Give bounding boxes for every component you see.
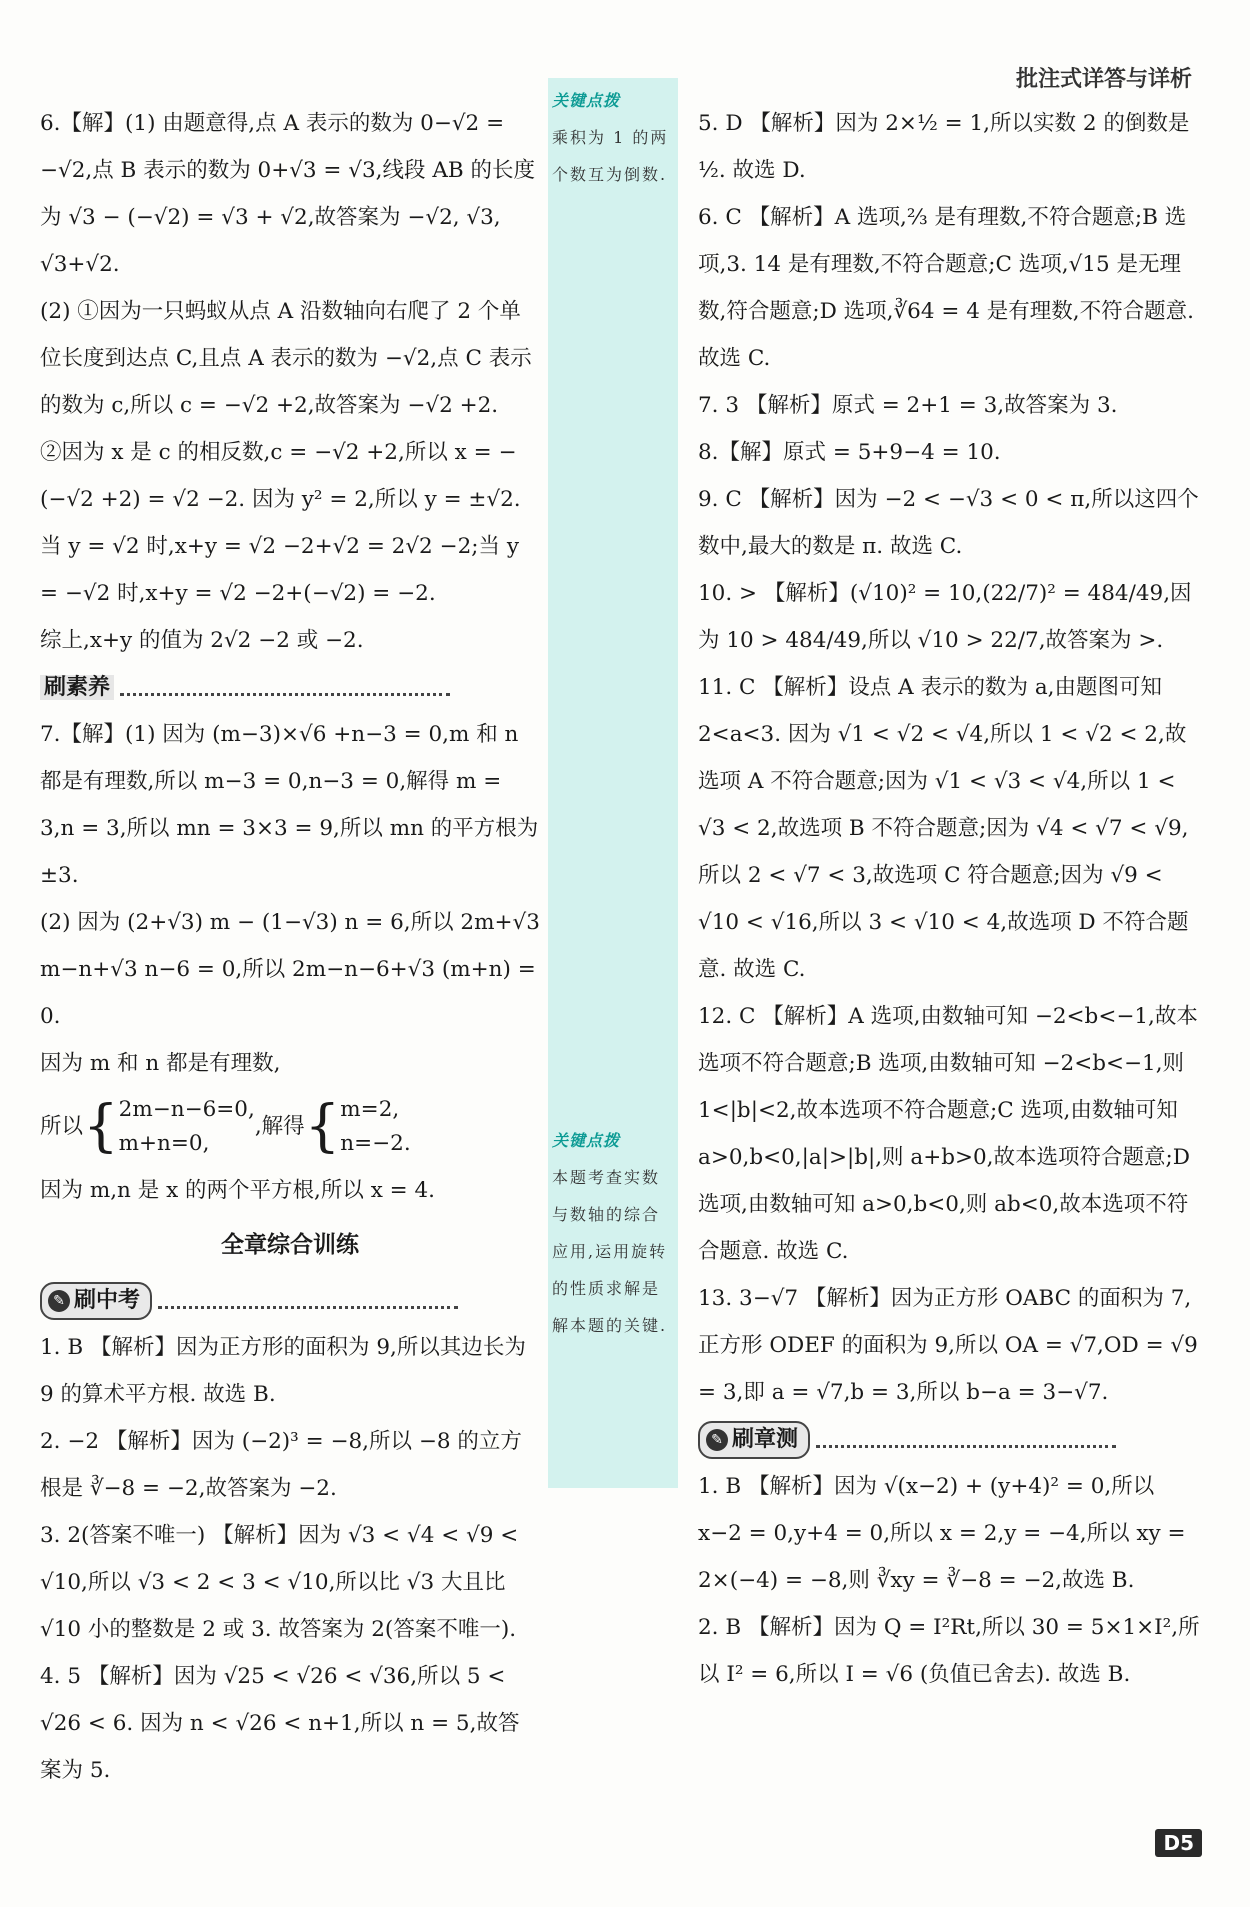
pen-icon: ✎: [48, 1290, 70, 1312]
pen-icon: ✎: [706, 1429, 728, 1451]
answer-zk-11: 11. C 【解析】设点 A 表示的数为 a,由题图可知 2<a<3. 因为 √1 < √2 < √4,所以 1 < √2 < 2,故选项 A 不符合题意;因为 √1 < √3 < √4,所以 1 < √3 < 2,故选项 B 不符合题意;因为 √4 < √7 < √9,所以 2 < √7 < 3,故选项 C 符合题意;因为 √9 < √10 < √16,所以 3 < √10 < 4,故选项 D 不符合题意. 故选 C.: [698, 675, 1189, 982]
chapter-title: 全章综合训练: [221, 1232, 359, 1258]
answer-zk-4: 4. 5 【解析】因为 √25 < √26 < √36,所以 5 < √26 < 6. 因为 n < √26 < n+1,所以 n = 5,故答案为 5.: [40, 1664, 520, 1783]
answer-zk-10: 10. > 【解析】(√10)² = 10,(22/7)² = 484/49,因为 10 > 484/49,所以 √10 > 22/7,故答案为 >.: [698, 581, 1192, 653]
answer-7-conclusion: 因为 m,n 是 x 的两个平方根,所以 x = 4.: [40, 1178, 436, 1203]
dotted-rule: [158, 1294, 458, 1309]
system-prefix: 所以: [40, 1114, 84, 1139]
section-badge-label: 刷中考: [74, 1288, 141, 1313]
side-note-1: [552, 82, 672, 193]
section-heading-suyang: [40, 664, 540, 711]
answer-zk-9: 9. C 【解析】因为 −2 < −√3 < 0 < π,所以这四个数中,最大的数是 π. 故选 C.: [698, 487, 1199, 559]
answer-6-part3: ②因为 x 是 c 的相反数,c = −√2 +2,所以 x = −(−√2 +2) = √2 −2. 因为 y² = 2,所以 y = ±√2. 当 y = √2 时,x+y = √2 −2+√2 = 2√2 −2;当 y = −√2 时,x+y = √2 −2+(−√2) = −2.: [40, 440, 521, 606]
answer-zk-8: 8.【解】原式 = 5+9−4 = 10.: [698, 440, 1001, 465]
answer-6-part2: (2) ①因为一只蚂蚁从点 A 沿数轴向右爬了 2 个单位长度到达点 C,且点 A 表示的数为 −√2,点 C 表示的数为 c,所以 c = −√2 +2,故答案为 −√2 +2.: [40, 299, 532, 418]
answer-zk-5: 5. D 【解析】因为 2×½ = 1,所以实数 2 的倒数是 ½. 故选 D.: [698, 111, 1190, 183]
side-note-1-body: 乘积为 1 的两个数互为倒数.: [552, 128, 669, 184]
section-badge-label: 刷章测: [732, 1427, 799, 1452]
section-badge: [40, 1282, 152, 1320]
brace-icon: {: [304, 1094, 341, 1159]
page-number: D5: [1155, 1829, 1202, 1857]
answer-zk-3: 3. 2(答案不唯一) 【解析】因为 √3 < √4 < √9 < √10,所以 √3 < 2 < 3 < √10,所以比 √3 大且比 √10 小的整数是 2 或 3. 故答案为 2(答案不唯一).: [40, 1523, 519, 1642]
system-eq-1: 2m−n−6=0,: [118, 1097, 255, 1122]
answer-zk-6: 6. C 【解析】A 选项,⅔ 是有理数,不符合题意;B 选项,3. 14 是有理数,不符合题意;C 选项,√15 是无理数,符合题意;D 选项,∛64 = 4 是有理数,不符合题意. 故选 C.: [698, 205, 1194, 371]
equation-system: [40, 1093, 540, 1161]
answer-6-part1: 6.【解】(1) 由题意得,点 A 表示的数为 0−√2 = −√2,点 B 表示的数为 0+√3 = √3,线段 AB 的长度为 √3 − (−√2) = √3 + √2,故答案为 −√2, √3, √3+√2.: [40, 111, 535, 277]
solution-2: n=−2.: [340, 1131, 411, 1156]
section-label: 刷素养: [40, 675, 114, 700]
side-note-2-title: 关键点拨: [552, 1131, 621, 1150]
answer-zk-1: 1. B 【解析】因为正方形的面积为 9,所以其边长为 9 的算术平方根. 故选 B.: [40, 1335, 526, 1407]
section-badge: [698, 1421, 810, 1459]
system-eq-2: m+n=0,: [118, 1131, 210, 1156]
answer-zk-12: 12. C 【解析】A 选项,由数轴可知 −2<b<−1,故本选项不符合题意;B 选项,由数轴可知 −2<b<−1,则 1<|b|<2,故本选项不符合题意;C 选项,由数轴可知 a>0,b<0,|a|>|b|,则 a+b>0,故本选项符合题意;D 选项,由数轴可知 a>0,b<0,则 ab<0,故本选项不符合题意. 故选 C.: [698, 1004, 1198, 1264]
dotted-rule: [816, 1433, 1116, 1448]
answer-7-part1: 7.【解】(1) 因为 (m−3)×√6 +n−3 = 0,m 和 n 都是有理数,所以 m−3 = 0,n−3 = 0,解得 m = 3,n = 3,所以 mn = 3×3 = 9,所以 mn 的平方根为 ±3.: [40, 722, 539, 888]
section-heading-zhongkao: [40, 1277, 540, 1324]
answer-7-part3: 因为 m 和 n 都是有理数,: [40, 1051, 281, 1076]
answer-zk-13: 13. 3−√7 【解析】因为正方形 OABC 的面积为 7,正方形 ODEF 的面积为 9,所以 OA = √7,OD = √9 = 3,即 a = √7,b = 3,所以 b−a = 3−√7.: [698, 1286, 1198, 1405]
answer-zk-7: 7. 3 【解析】原式 = 2+1 = 3,故答案为 3.: [698, 393, 1118, 418]
left-column: [40, 100, 540, 1794]
right-column: [698, 100, 1200, 1698]
brace-icon: {: [83, 1094, 119, 1159]
answer-zk-2: 2. −2 【解析】因为 (−2)³ = −8,所以 −8 的立方根是 ∛−8 = −2,故答案为 −2.: [40, 1429, 522, 1501]
answer-7-part2: (2) 因为 (2+√3) m − (1−√3) n = 6,所以 2m+√3 m−n+√3 n−6 = 0,所以 2m−n−6+√3 (m+n) = 0.: [40, 910, 540, 1029]
side-note-2: [552, 1122, 672, 1344]
page-header-title: 批注式详答与详析: [1015, 67, 1192, 92]
side-note-2-body: 本题考查实数与数轴的综合应用,运用旋转的性质求解是解本题的关键.: [552, 1168, 668, 1335]
solution-1: m=2,: [340, 1097, 400, 1122]
answer-6-conclusion: 综上,x+y 的值为 2√2 −2 或 −2.: [40, 628, 364, 653]
side-note-1-title: 关键点拨: [552, 91, 621, 110]
system-mid: ,解得: [254, 1114, 305, 1139]
dotted-rule: [120, 681, 450, 696]
section-heading-zhangce: [698, 1416, 1200, 1463]
answer-zc-2: 2. B 【解析】因为 Q = I²Rt,所以 30 = 5×1×I²,所以 I² = 6,所以 I = √6 (负值已舍去). 故选 B.: [698, 1615, 1200, 1687]
answer-zc-1: 1. B 【解析】因为 √(x−2) + (y+4)² = 0,所以 x−2 = 0,y+4 = 0,所以 x = 2,y = −4,所以 xy = 2×(−4) = −8,则 ∛xy = ∛−8 = −2,故选 B.: [698, 1474, 1186, 1593]
